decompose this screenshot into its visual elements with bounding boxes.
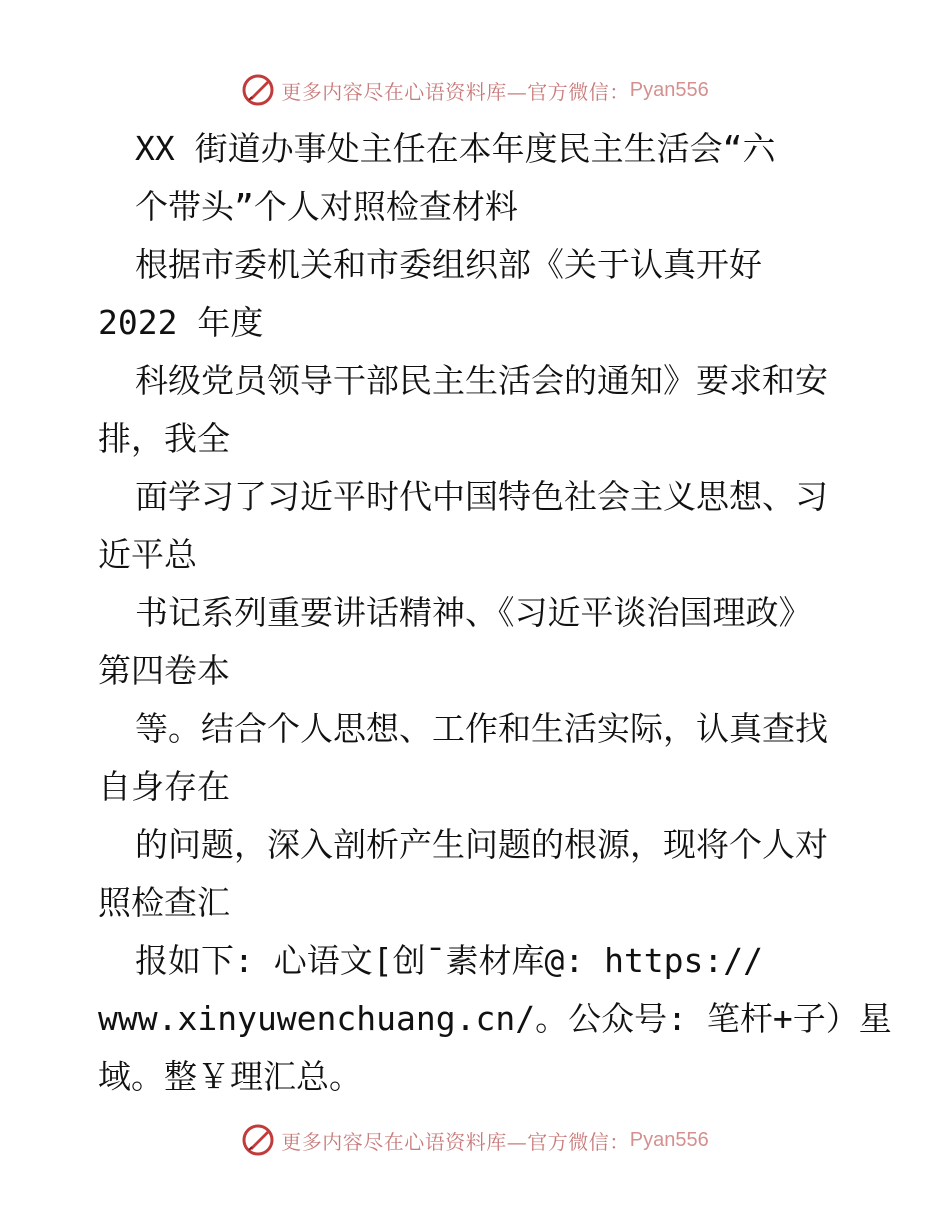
body-line: 域。整￥理汇总。 [98, 1057, 362, 1096]
body-line: 的问题，深入剖析产生问题的根源，现将个人对 [135, 825, 828, 864]
body-line: 第四卷本 [98, 651, 230, 690]
document-body [98, 120, 892, 1106]
body-line: 科级党员领导干部民主生活会的通知》要求和安 [135, 361, 828, 400]
body-line: 排，我全 [98, 419, 230, 458]
body-line: 等。结合个人思想、工作和生活实际，认真查找 [135, 709, 828, 748]
quill-seal-logo-icon [241, 73, 275, 107]
body-line: 根据市委机关和市委组织部《关于认真开好 [135, 245, 762, 284]
watermark-text: 更多内容尽在心语资料库—官方微信： [281, 79, 630, 104]
watermark-wechat-id: Pyan556 [629, 78, 709, 101]
body-line: 自身存在 [98, 767, 230, 806]
header-watermark [0, 70, 950, 110]
watermark-wechat-id: Pyan556 [629, 1128, 709, 1151]
body-line: 个带头”个人对照检查材料 [135, 187, 518, 226]
body-line: 书记系列重要讲话精神、《习近平谈治国理政》 [135, 593, 812, 632]
body-line: 2022 年度 [98, 303, 264, 342]
quill-seal-logo-icon [241, 1123, 275, 1157]
body-line: XX 街道办事处主任在本年度民主生活会“六 [135, 129, 776, 168]
body-line: 照检查汇 [98, 883, 230, 922]
body-line: 近平总 [98, 535, 197, 574]
body-line: 面学习了习近平时代中国特色社会主义思想、习 [135, 477, 828, 516]
watermark-text: 更多内容尽在心语资料库—官方微信： [281, 1129, 630, 1154]
body-line: 报如下: 心语文[创¯素材库@: https:// [135, 941, 764, 980]
body-line: www.xinyuwenchuang.cn/。公众号: 笔杆+子）星 [98, 999, 892, 1038]
footer-watermark [0, 1120, 950, 1160]
